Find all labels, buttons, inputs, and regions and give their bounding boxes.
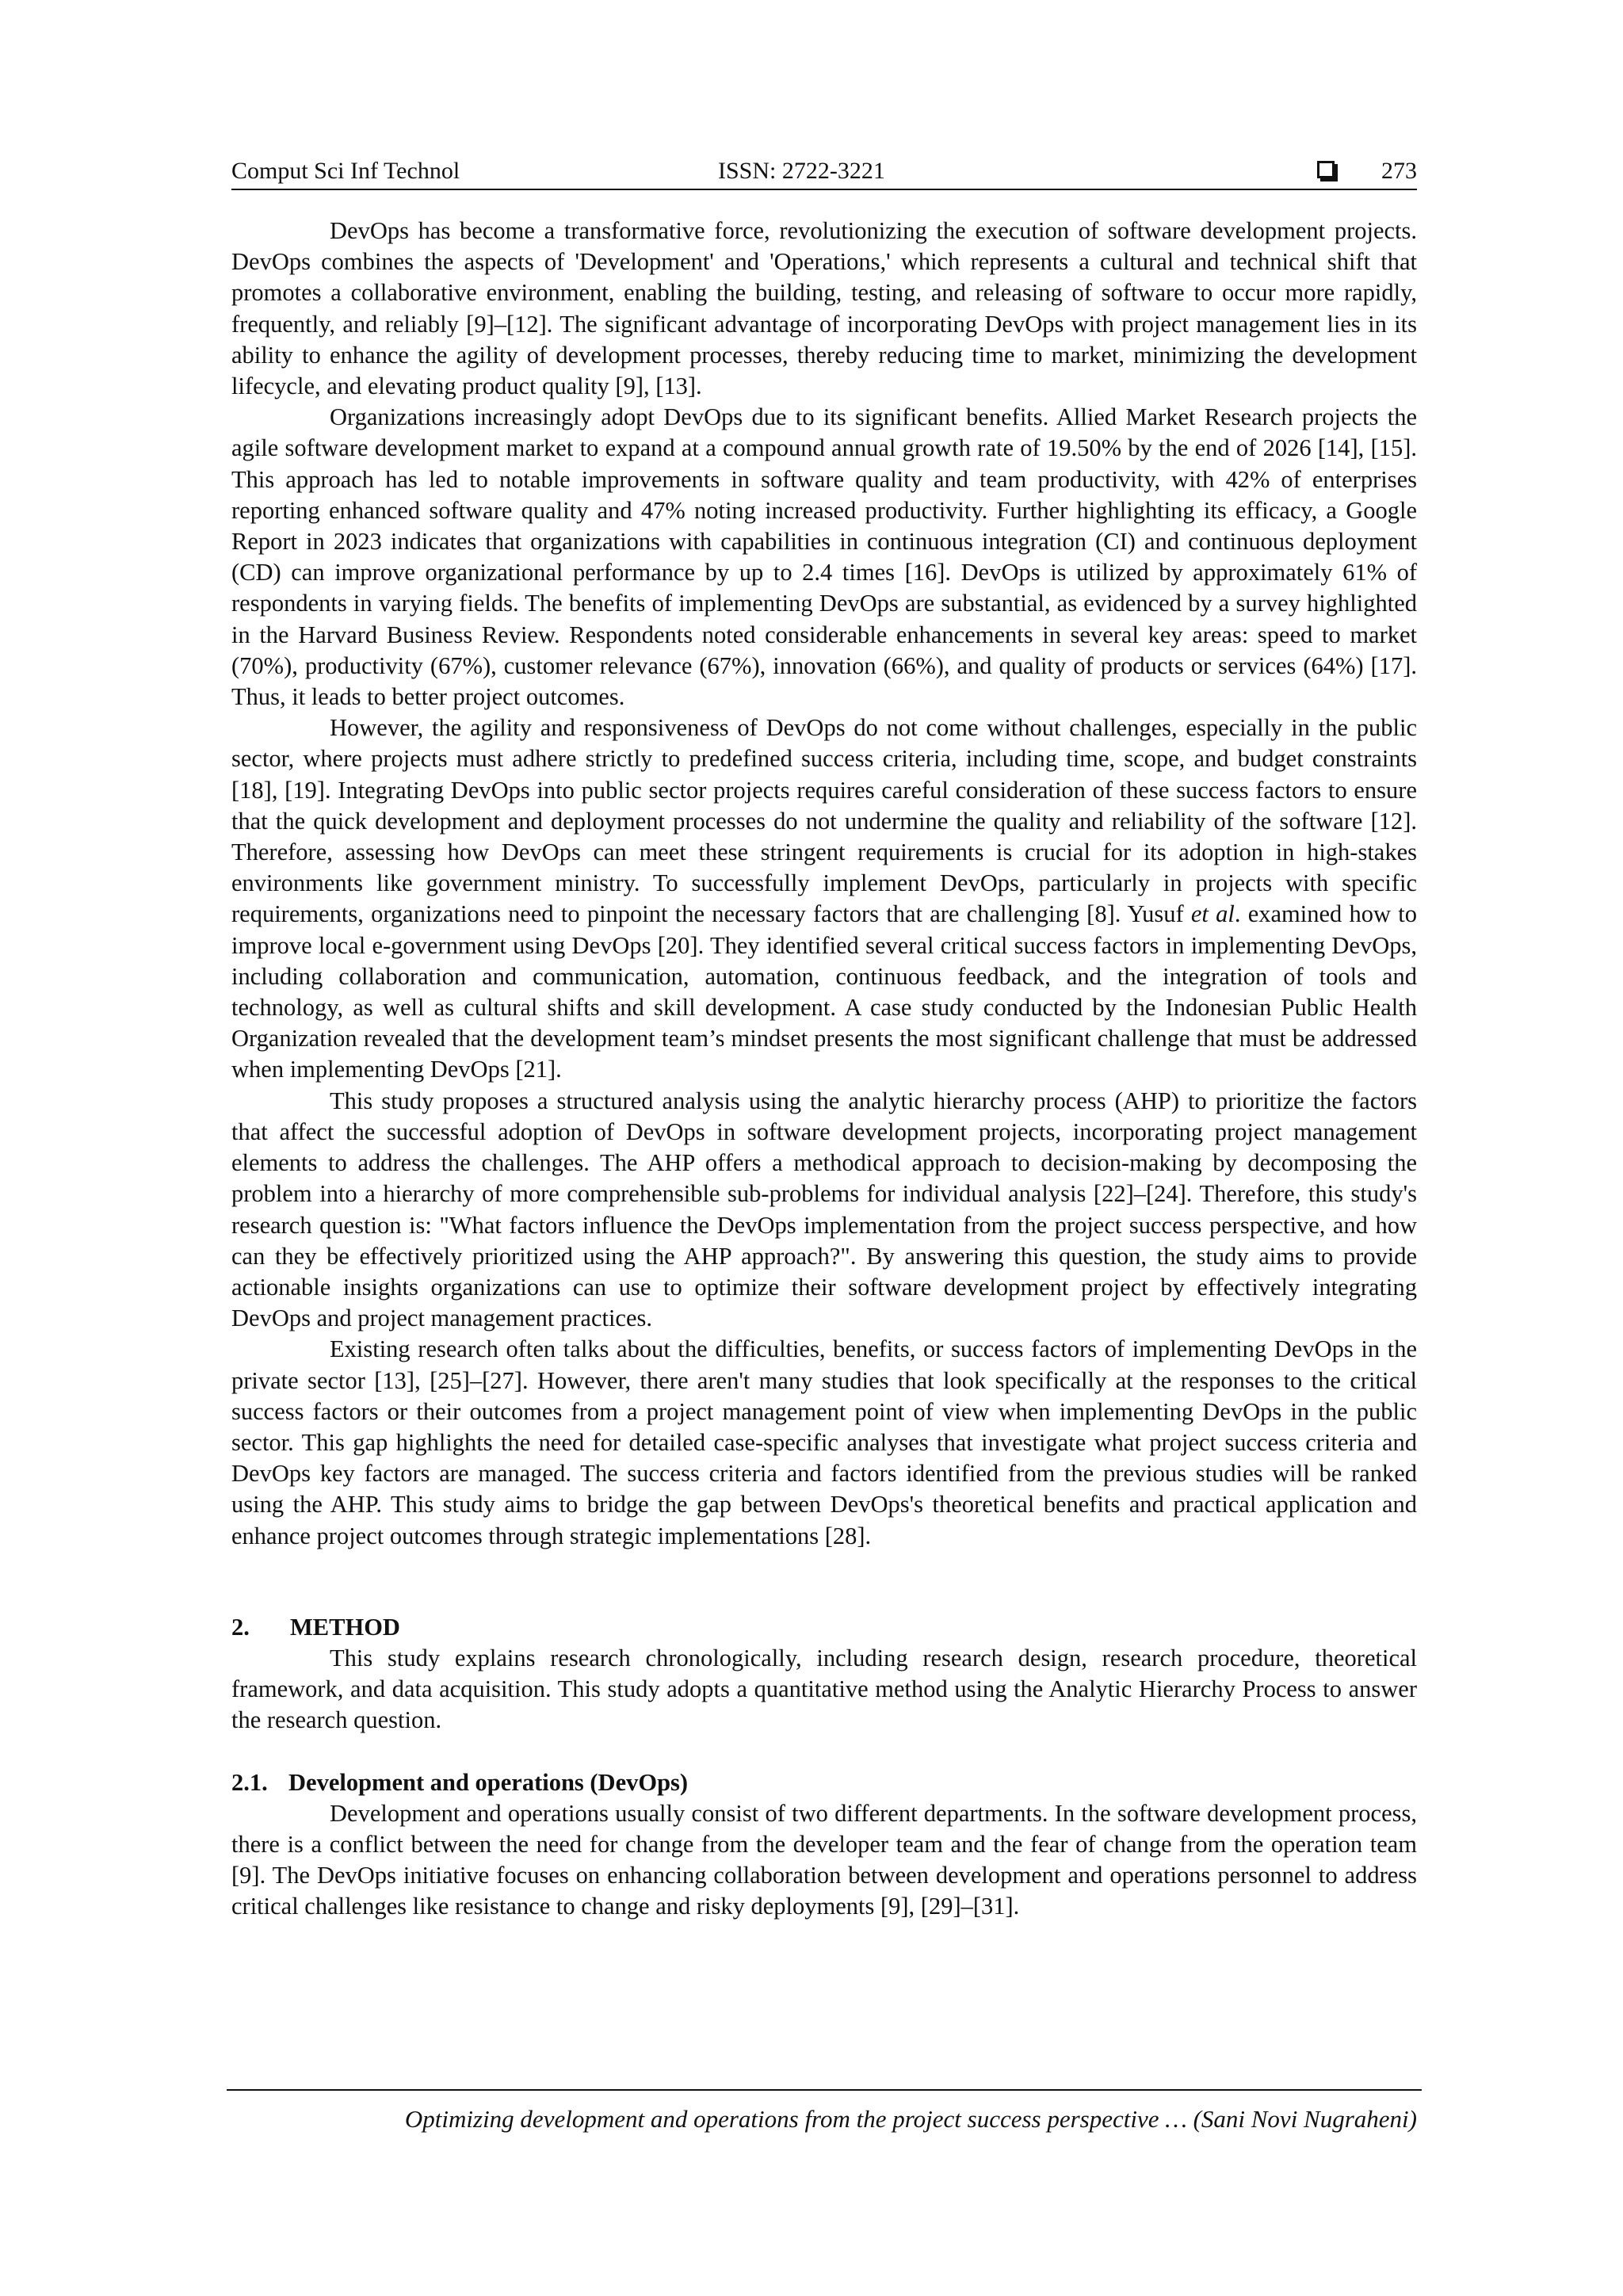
paragraph-text: However, the agility and responsiveness of DevOps do not come without challenges, especially in the public sector, where projects must adhere strictly to predefined success criteria, including time, scope, and budget constraints [18], [19]. Integrating DevOps into public sector projects requires careful consideration of these success factors to ensure that the quick development and deployment processes do not undermine the quality and reliability of the software [12]. Therefore, assessing how DevOps can meet these stringent requirements is crucial for its adoption in high-stakes environments like government ministry. To successfully implement DevOps, particularly in projects with specific requirements, organizations need to pinpoint the necessary factors that are challenging [8]. Yusuf xyxy=(231,714,1417,928)
page-header xyxy=(231,154,1417,189)
body-paragraph: Existing research often talks about the difficulties, benefits, or success factors of implementing DevOps in the private sector [13], [25]–[27]. However, there aren't many studies that look specifically at the responses to the critical success factors or their outcomes from a project management point of view when implementing DevOps in the public sector. This gap highlights the need for detailed case-specific analyses that investigate what project success criteria and DevOps key factors are managed. The success criteria and factors identified from the previous studies will be ranked using the AHP. This study aims to bridge the gap between DevOps's theoretical benefits and practical application and enhance project outcomes through strategic implementations [28]. xyxy=(231,1335,1417,1549)
footer-rule xyxy=(227,2089,1422,2091)
header-rule xyxy=(231,189,1417,190)
body-paragraph: Development and operations usually consist of two different departments. In the software development process, there is a conflict between the need for change from the developer team and the fear of change from the operation team [9]. The DevOps initiative focuses on enhancing collaboration between development and operations personnel to address critical challenges like resistance to change and risky deployments [9], [29]–[31]. xyxy=(231,1799,1417,1920)
issn: ISSN: 2722-3221 xyxy=(718,158,885,184)
subsection-title: Development and operations (DevOps) xyxy=(288,1768,689,1796)
body-paragraph: Organizations increasingly adopt DevOps due to its significant benefits. Allied Market Research projects the agile software development market to expand at a compound annual growth rate of 19.50% by the end of 2026 [14], [15]. This approach has led to notable improvements in software quality and team productivity, with 42% of enterprises reporting enhanced software quality and 47% noting increased productivity. Further highlighting its efficacy, a Google Report in 2023 indicates that organizations with capabilities in continuous integration (CI) and continuous deployment (CD) can improve organizational performance by up to 2.4 times [16]. DevOps is utilized by approximately 61% of respondents in varying fields. The benefits of implementing DevOps are substantial, as evidenced by a survey highlighted in the Harvard Business Review. Respondents noted considerable enhancements in several key areas: speed to market (70%), productivity (67%), customer relevance (67%), innovation (66%), and quality of products or services (64%) [17]. Thus, it leads to better project outcomes. xyxy=(231,403,1417,711)
page-body xyxy=(231,216,1417,1923)
running-footer: Optimizing development and operations from the project success perspective … (Sani Novi Nugraheni) xyxy=(404,2105,1417,2133)
body-paragraph: This study explains research chronologically, including research design, research procedure, theoretical framework, and data acquisition. This study adopts a quantitative method using the Analytic Hierarchy Process to answer the research question. xyxy=(231,1644,1417,1734)
section-heading xyxy=(231,1612,1417,1643)
body-paragraph xyxy=(231,712,1417,1085)
italic-text: et al xyxy=(1190,900,1235,928)
subsection-number: 2.1. xyxy=(231,1768,268,1796)
journal-name: Comput Sci Inf Technol xyxy=(231,158,460,184)
section-title: METHOD xyxy=(290,1613,400,1641)
body-paragraph: DevOps has become a transformative force, revolutionizing the execution of software development projects. DevOps combines the aspects of 'Development' and 'Operations,' which represents a cultural and technical shift that promotes a collaborative environment, enabling the building, testing, and releasing of software to occur more rapidly, frequently, and reliably [9]–[12]. The significant advantage of incorporating DevOps with project management lies in its ability to enhance the agility of development processes, thereby reducing time to market, minimizing the development lifecycle, and elevating product quality [9], [13]. xyxy=(231,217,1417,400)
section-number: 2. xyxy=(231,1613,250,1641)
subsection-heading xyxy=(231,1767,1417,1798)
square-box-icon xyxy=(1317,161,1335,178)
page-number: 273 xyxy=(1381,158,1417,184)
body-paragraph: This study proposes a structured analysis using the analytic hierarchy process (AHP) to prioritize the factors that affect the successful adoption of DevOps in software development projects, incorporating project management elements to address the challenges. The AHP offers a methodical approach to decision-making by decomposing the problem into a hierarchy of more comprehensible sub-problems for individual analysis [22]–[24]. Therefore, this study's research question is: "What factors influence the DevOps implementation from the project success perspective, and how can they be effectively prioritized using the AHP approach?". By answering this question, the study aims to provide actionable insights organizations can use to optimize their software development project by effectively integrating DevOps and project management practices. xyxy=(231,1087,1417,1332)
paragraph-text: . examined how to improve local e-government using DevOps [20]. They identified several critical success factors in implementing DevOps, including collaboration and communication, automation, continuous feedback, and the integration of tools and technology, as well as cultural shifts and skill development. A case study conducted by the Indonesian Public Health Organization revealed that the development team’s mindset presents the most significant challenge that must be addressed when implementing DevOps [21]. xyxy=(231,900,1417,1083)
